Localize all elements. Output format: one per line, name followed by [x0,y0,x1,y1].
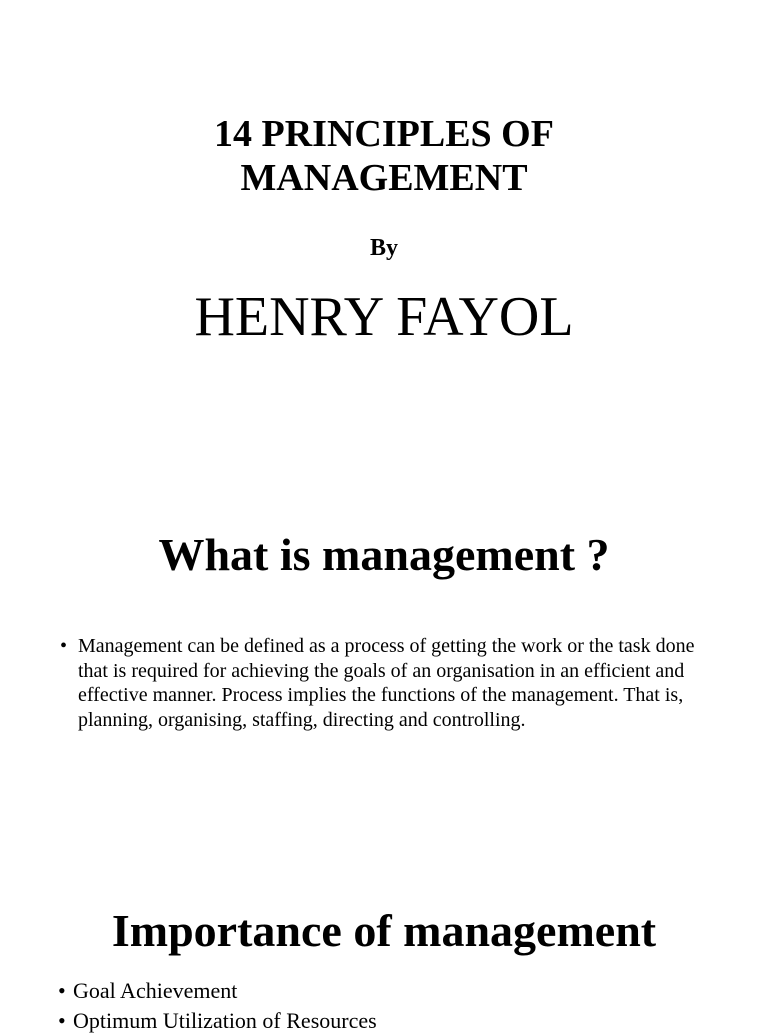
bullet-text: Optimum Utilization of Resources [73,1008,377,1033]
bullet-text: Goal Achievement [73,978,238,1003]
list-item [58,976,738,1006]
bullet-icon: • [58,1008,66,1033]
bullet-text: Management can be defined as a process of getting the work or the task done that is required for achieving the goals of an organisation in an efficient and effective manner. Process implies the functions of the management. That is, planning, organising, staffing, directing and controlling. [78,635,695,731]
presentation-title [0,112,768,200]
title-line-2: MANAGEMENT [240,157,528,199]
section-heading-what-is-management: What is management ? [158,529,610,580]
list-item [58,1006,738,1036]
author-name: HENRY FAYOL [194,286,574,348]
by-label: By [369,235,398,261]
section-heading-importance: Importance of management [111,905,657,956]
title-line-1: 14 PRINCIPLES OF [214,113,554,155]
list-item [60,634,710,732]
bullet-icon: • [60,635,68,657]
bullet-icon: • [58,978,66,1003]
definition-bullet-list [60,634,710,732]
importance-bullet-list [58,976,738,1036]
